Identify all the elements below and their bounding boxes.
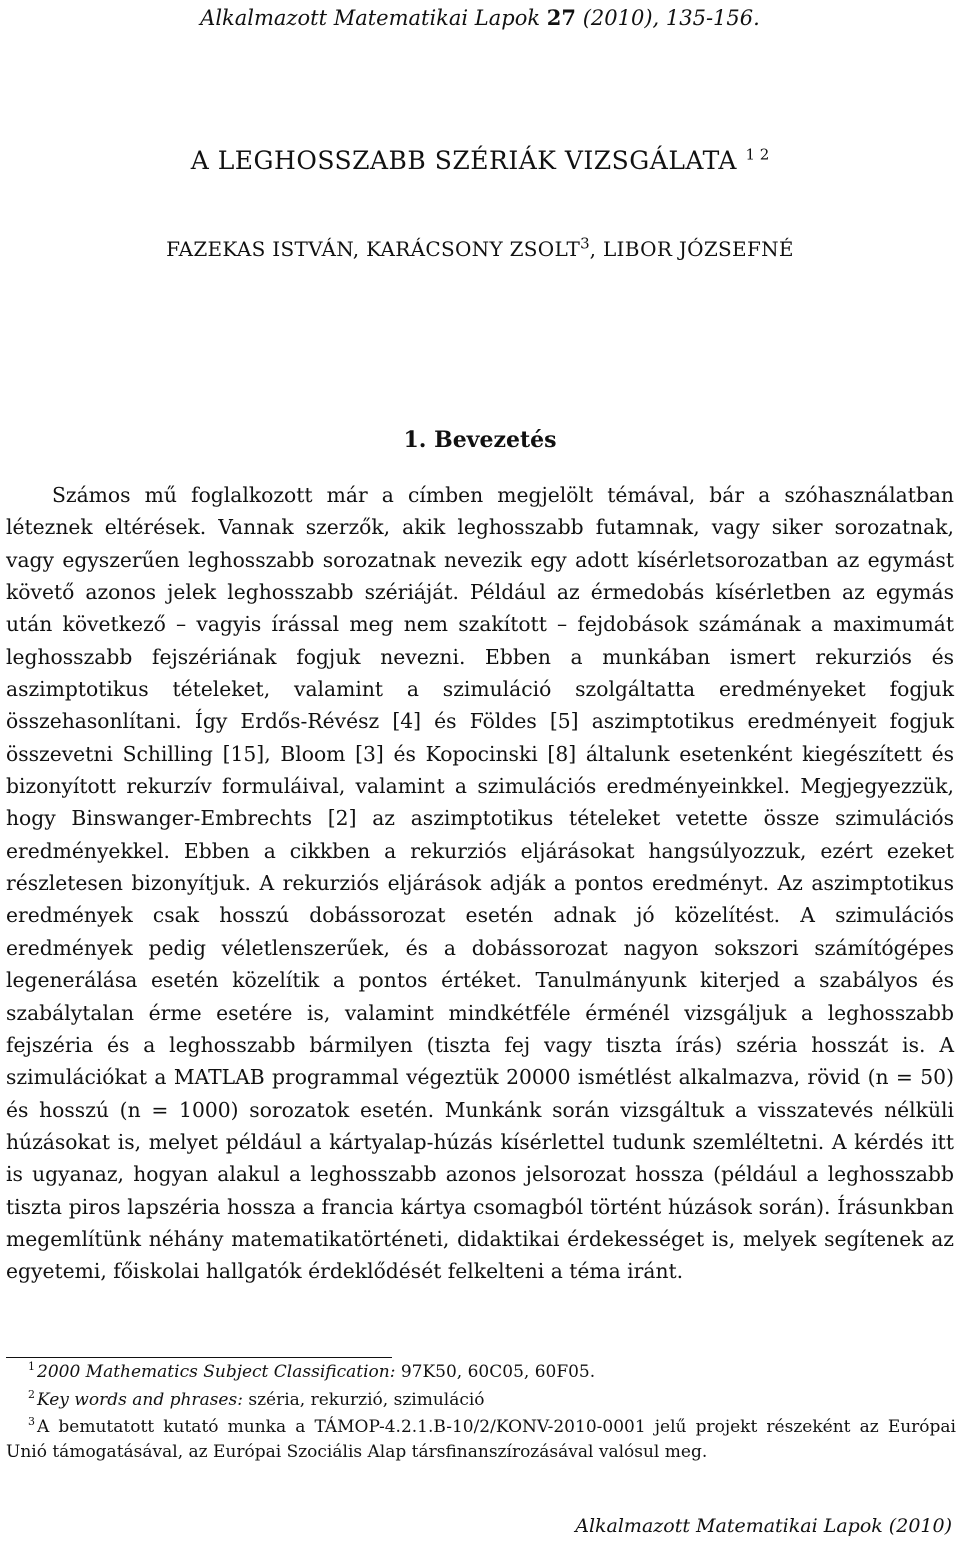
body-paragraph: Számos mű foglalkozott már a címben megjelölt témával, bár a szóhasználatban léteznek eltérések. Vannak szerzők, akik leghosszabb futamnak, vagy siker sorozatnak, vagy egyszerűen leghosszabb sorozatnak nevezik egy adott kísérletsorozatban az egymást követő azonos jelek leghosszabb szériáját. Például az érmedobás kísérletben az egymás után következő – vagyis írással meg nem szakított – fejdobások számának a maximumát leghosszabb fejszériának fogjuk nevezni. Ebben a munkában ismert rekurziós és aszimptotikus tételeket, valamint a szimuláció szolgáltatta eredményeket fogjuk összehasonlítani. Így Erdős-Révész [4] és Földes [5] aszimptotikus eredményeit fogjuk összevetni Schilling [15], Bloom [3] és Kopocinski [8] általunk esetenként kiegészített és bizonyított rekurzív formuláival, valamint a szimulációs eredményeinkkel. Megjegyezzük, hogy Binswanger-Embrechts [2] az aszimptotikus tételeket vetette össze szimulációs eredményekkel. Ebben a cikkben a rekurziós eljárásokat hangsúlyozzuk, ezért ezeket részletesen bizonyítjuk. A rekurziós eljárások adják a pontos eredményt. Az aszimptotikus eredmények csak hosszú dobássorozat esetén adnak jó közelítést. A szimulációs eredmények pedig véletlenszerűek, és a dobássorozat nagyon sokszori számítógépes legenerálása esetén közelítik a pontos értéket. Tanulmányunk kiterjed a szabályos és szabálytalan érme esetére is, valamint mindkétféle érménél vizsgáljuk a leghosszabb fejszéria és a leghosszabb bármilyen (tiszta fej vagy tiszta írás) széria hosszát is. A szimulációkat a MATLAB programmal végeztük 20000 ismétlést alkalmazva, rövid (n = 50) és hosszú (n = 1000) sorozatok esetén. Munkánk során vizsgáltuk a visszatevés nélküli húzásokat is, melyet például a kártyalap-húzás kísérlettel tudunk szemléltetni. A kérdés itt is ugyanaz, hogyan alakul a leghosszabb azonos jelsorozat hossza (például a leghosszabb tiszta piros lapszéria hossza a francia kártya csomagból történt húzások során). Írásunkban megemlítünk néhány matematikatörténeti, didaktikai érdekességet is, melyek segítenek az egyetemi, főiskolai hallgatók érdeklődését felkelteni a téma iránt.	[6, 483, 954, 1284]
paper-authors	[0, 236, 960, 262]
footnote-divider	[6, 1357, 392, 1358]
footnotes	[6, 1360, 956, 1467]
footnote-3	[6, 1415, 956, 1464]
authors-part-1: FAZEKAS ISTVÁN, KARÁCSONY ZSOLT	[166, 237, 581, 261]
journal-year-pages: (2010), 135-156.	[582, 6, 760, 30]
footnote-2	[6, 1388, 956, 1413]
footnote-1-label: 2000 Mathematics Subject Classification:	[37, 1362, 396, 1382]
footnote-1-text: 97K50, 60C05, 60F05.	[395, 1362, 596, 1382]
footnote-2-mark: 2	[28, 1387, 35, 1401]
footnote-3-text: A bemutatott kutató munka a TÁMOP-4.2.1.B-10/2/KONV-2010-0001 jelű projekt részeként az Európai Unió támogatásával, az Európai Szociális Alap társfinanszírozásával valósul meg.	[6, 1417, 956, 1462]
footnote-2-text: széria, rekurzió, szimuláció	[242, 1389, 485, 1410]
authors-part-2: , LIBOR JÓZSEFNÉ	[589, 237, 794, 261]
footnote-3-mark: 3	[28, 1415, 35, 1429]
section-heading: 1. Bevezetés	[403, 427, 557, 453]
footnote-1	[6, 1360, 956, 1385]
journal-name: Alkalmazott Matematikai Lapok	[200, 6, 541, 30]
journal-volume: 27	[546, 5, 577, 30]
running-header	[0, 5, 960, 31]
author-footnote-mark: 3	[580, 234, 590, 253]
footnote-2-label: Key words and phrases:	[37, 1389, 243, 1410]
paper-title	[0, 146, 960, 176]
paper-title-text: A LEGHOSSZABB SZÉRIÁK VIZSGÁLATA	[190, 146, 737, 175]
page-footer: Alkalmazott Matematikai Lapok (2010)	[575, 1515, 952, 1537]
footnote-1-mark: 1	[28, 1360, 35, 1374]
title-footnote-marks: 1 2	[745, 145, 770, 164]
